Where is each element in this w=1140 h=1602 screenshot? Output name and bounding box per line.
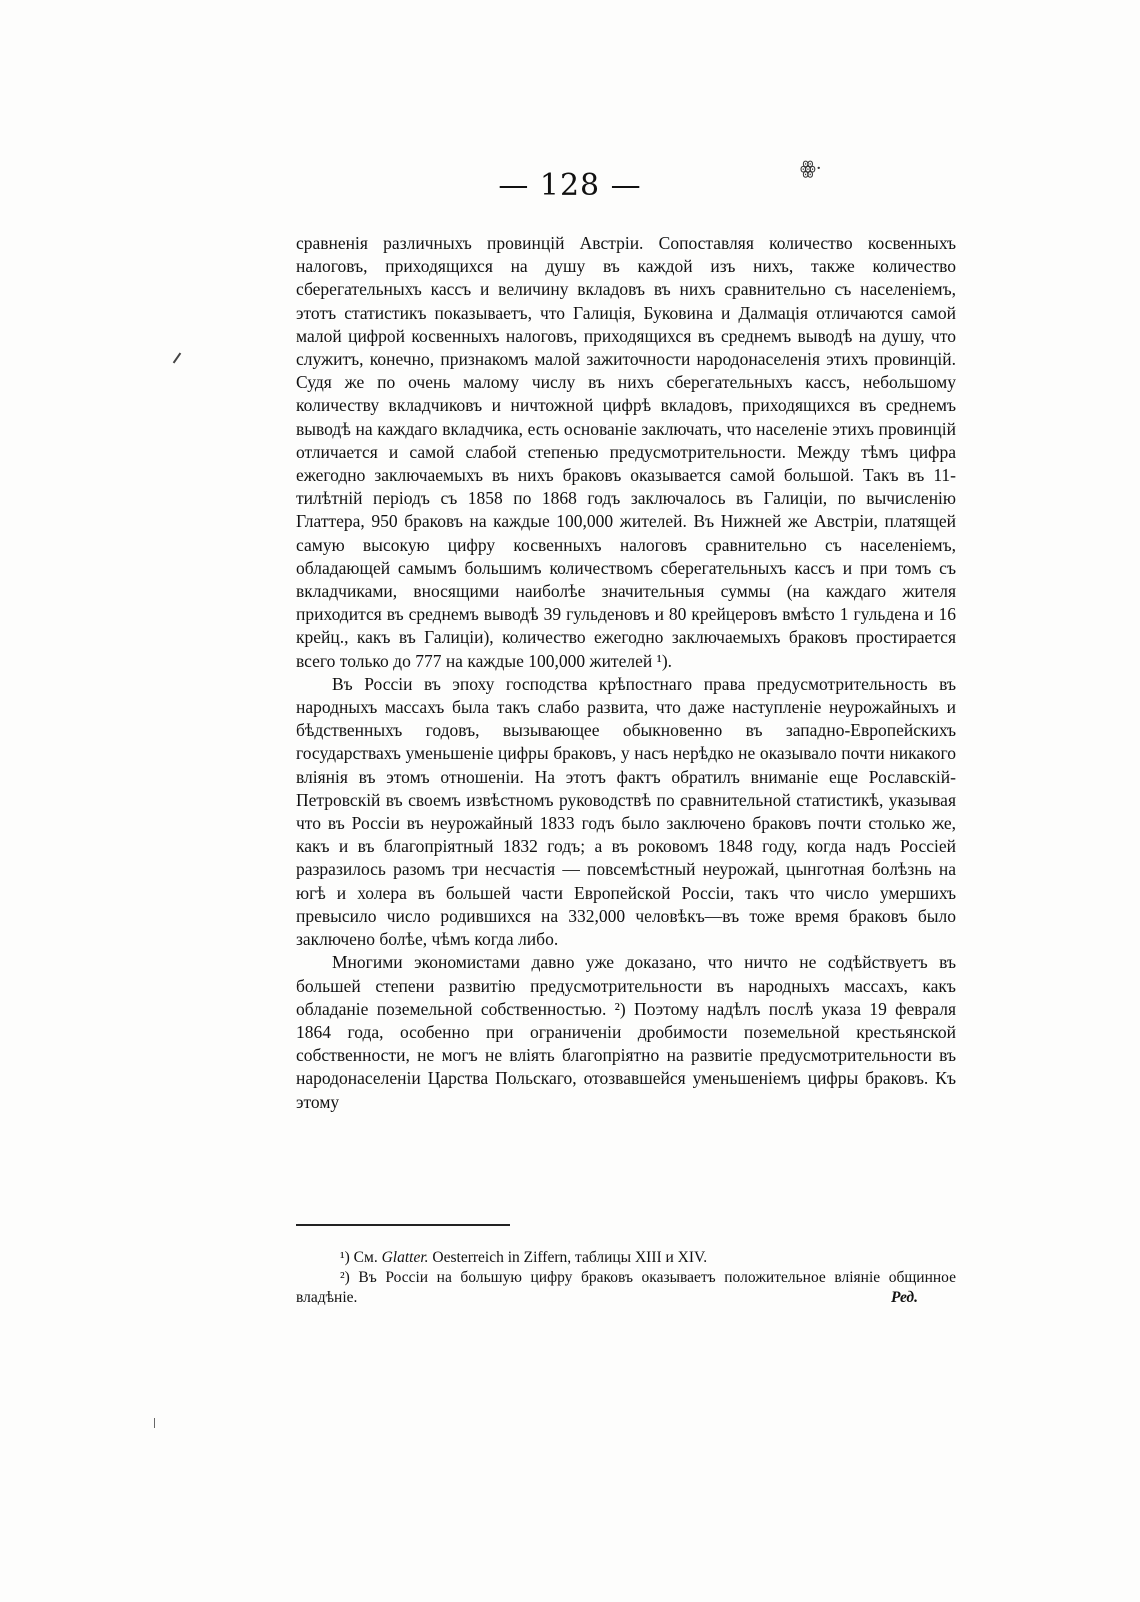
page-number: — 128 — — [498, 168, 642, 203]
paragraph-2: Въ Россіи въ эпоху господства крѣпостнаго права предусмотрительность въ народныхъ массахъ была такъ слабо развита, что даже наступленіе неурожайныхъ и бѣдственныхъ годовъ, вызывающее обыкновенно въ западно-Европейскихъ государствахъ уменьшеніе цифры браковъ, у насъ нерѣдко не оказывало почти никакого вліянія въ этомъ отношеніи. На этотъ фактъ обратилъ вниманіе еще Рославскій-Петровскій въ своемъ извѣстномъ руководствѣ по сравнительной статистикѣ, указывая что въ Россіи въ неурожайный 1833 годъ было заключено браковъ почти столько же, какъ и въ благопріятный 1832 годъ; а въ роковомъ 1848 году, когда надъ Россіей разразилось разомъ три несчастія — повсемѣстный неурожай, цынготная болѣзнь на югѣ и холера въ большей части Европейской Россіи, такъ что число умершихъ превысило число родившихся на 332,000 человѣкъ—въ тоже время браковъ было заключено болѣе, чѣмъ когда либо. — [296, 673, 956, 950]
paragraph-3: Многими экономистами давно уже доказано, что ничто не содѣйствуетъ въ большей степени развитію предусмотрительности въ народныхъ массахъ, какъ обладаніе поземельной собственностью. ²) Поэтому надѣлъ послѣ указа 19 февраля 1864 года, особенно при ограниченіи дробимости поземельной крестьянской собственности, не могъ не вліять благопріятно на развитіе предусмотрительности въ народонаселеніи Царства Польскаго, отозвавшейся уменьшеніемъ цифры браковъ. Къ этому — [296, 952, 956, 1112]
editor-signature: Ред. — [891, 1289, 918, 1306]
footnote-2 — [296, 1268, 956, 1308]
footnote-divider — [296, 1224, 510, 1226]
paragraph-1: сравненія различныхъ провинцій Австріи. Сопоставляя количество косвенныхъ налоговъ, приходящихся на душу въ каждой изъ нихъ, также количество сберегательныхъ кассъ и величину вкладовъ въ нихъ сравнительно съ населеніемъ, этотъ статистикъ показываетъ, что Галиція, Буковина и Далмація отличаются самой малой цифрой косвенныхъ налоговъ, приходящихся въ среднемъ выводѣ на душу, что служитъ, конечно, признакомъ малой зажиточности народонаселенія этихъ провинцій. Судя же по очень малому числу въ нихъ сберегательныхъ кассъ, небольшому количеству вкладчиковъ и ничтожной цифрѣ вкладовъ, приходящихся въ среднемъ выводѣ на каждаго вкладчика, есть основаніе заключать, что населеніе этихъ провинцій отличается и самой слабой степенью предусмотрительности. Между тѣмъ цифра ежегодно заключаемыхъ въ нихъ браковъ оказывается самой большой. Такъ въ 11-тилѣтній періодъ съ 1858 по 1868 годъ заключалось въ Галиціи, по вычисленію Глаттера, 950 браковъ на каждые 100,000 жителей. Въ Нижней же Австріи, платящей самую высокую цифру косвенныхъ налоговъ сравнительно съ населеніемъ, обладающей самымъ большимъ количествомъ сберегательныхъ кассъ и при томъ съ вкладчиками, вносящими наиболѣе значительныя суммы (на каждаго жителя приходится въ среднемъ выводѣ 39 гульденовъ и 80 крейцеровъ вмѣсто 1 гульдена и 16 крейц., какъ въ Галиціи), количество ежегодно заключаемыхъ браковъ простирается всего только до 777 на каждые 100,000 жителей ¹). — [296, 233, 956, 671]
footnote-1 — [296, 1248, 956, 1268]
footnote-1-rest: Oesterreich in Ziffern, таблицы XIII и XIV. — [432, 1249, 708, 1266]
scan-speck-mark — [173, 353, 182, 364]
footnote-1-prefix: ¹) См. — [340, 1249, 378, 1266]
footnote-2-text: ²) Въ Россіи на большую цифру браковъ оказываетъ положительное вліяніе общинное владѣніе. — [296, 1269, 956, 1306]
scan-corner-mark: ꙮ· — [800, 158, 822, 179]
footnotes-block — [296, 1248, 956, 1308]
footnote-1-author: Glatter. — [381, 1249, 429, 1266]
main-text-block — [296, 232, 956, 1114]
scan-speck-mark-bottom — [154, 1418, 155, 1428]
